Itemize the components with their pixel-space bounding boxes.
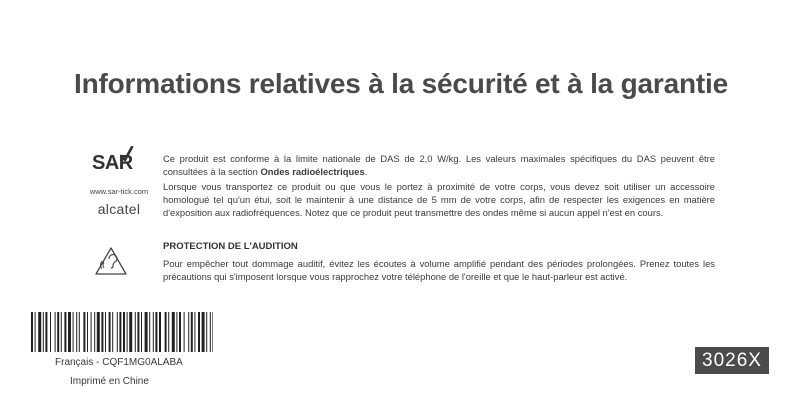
sar-tick-logo — [84, 146, 154, 220]
hearing-paragraph: Pour empêcher tout dommage auditif, évitez les écoutes à volume amplifié pendant des périodes prolongées. Prenez toutes les précautions qui s'imposent lorsque vous rapprochez votre téléphone de l'oreille et que le haut-parleur est activé. — [163, 258, 715, 283]
sar-paragraph-1-text: Ce produit est conforme à la limite nationale de DAS de 2,0 W/kg. Les valeurs maximales spécifiques du DAS peuvent être consultées à la section — [163, 153, 715, 178]
barcode-bar — [127, 312, 128, 352]
hearing-warning-icon — [94, 246, 128, 276]
barcode-bar — [61, 312, 62, 352]
barcode-bar — [38, 312, 41, 352]
barcode-bar — [76, 312, 77, 352]
barcode-bar — [94, 312, 95, 352]
hearing-heading: PROTECTION DE L'AUDITION — [163, 241, 298, 252]
sar-check-icon — [120, 146, 134, 168]
barcode-bar — [117, 312, 118, 352]
barcode-bar — [112, 312, 113, 352]
language-code: Français - CQF1MG0ALABA — [55, 357, 183, 368]
barcode-bar — [184, 312, 185, 352]
page-title: Informations relatives à la sécurité et à la garantie — [74, 68, 728, 99]
sar-paragraph-1 — [163, 152, 715, 178]
barcode-bar — [73, 312, 74, 352]
barcode-bar — [68, 312, 71, 352]
barcode-bar — [43, 312, 44, 352]
alcatel-logo: alcatel — [97, 201, 141, 217]
barcode-bar — [188, 312, 189, 352]
barcode-bar — [165, 312, 167, 352]
barcode-bar — [176, 312, 177, 352]
barcode-bar — [191, 312, 193, 352]
barcode-bar — [97, 312, 100, 352]
barcode-bar — [83, 312, 85, 352]
barcode-bar — [55, 312, 56, 352]
barcode-bar — [35, 312, 36, 352]
barcode-bar — [135, 312, 136, 352]
barcode-bar — [101, 312, 103, 352]
barcode-bar — [145, 312, 148, 352]
barcode-bar — [141, 312, 142, 352]
barcode-bar — [159, 312, 161, 352]
sar-paragraph-1-end: . — [364, 166, 368, 178]
barcode-bar — [179, 312, 181, 352]
sar-paragraph-2: Lorsque vous transportez ce produit ou que vous le portez à proximité de votre corps, vous devez soit utiliser un accessoire homologué tel qu'un étui, soit le maintenir à une distance de 5 mm de votre corps, afin de respecter les exigences en matière d'exposition aux radiofréquences. Notez que ce produit peut transmettre des ondes même si aucun appel n'est en cours. — [163, 181, 715, 219]
barcode-bar — [210, 312, 211, 352]
barcode-bar — [206, 312, 207, 352]
section-link-text: Ondes radioélectriques — [260, 166, 365, 178]
barcode-bar — [91, 312, 92, 352]
barcode-bar — [123, 312, 125, 352]
barcode-bar — [57, 312, 59, 352]
barcode-bar — [202, 312, 205, 352]
barcode-bar — [194, 312, 195, 352]
barcode-bar — [64, 312, 66, 352]
barcode-bar — [119, 312, 121, 352]
barcode-bar — [149, 312, 150, 352]
barcode-bar — [153, 312, 154, 352]
model-number-badge: 3026X — [695, 347, 769, 374]
barcode-bar — [168, 312, 169, 352]
barcode-bar — [212, 312, 213, 352]
barcode-bar — [129, 312, 132, 352]
barcode-bar — [31, 312, 33, 352]
barcode-bar — [50, 312, 51, 352]
sar-label: SAR — [92, 152, 133, 174]
barcode-bar — [87, 312, 88, 352]
barcode — [31, 312, 213, 352]
barcode-bar — [109, 312, 111, 352]
barcode-bar — [45, 312, 47, 352]
barcode-bar — [198, 312, 200, 352]
barcode-bar — [105, 312, 106, 352]
barcode-bar — [79, 312, 80, 352]
barcode-bar — [172, 312, 175, 352]
barcode-bar — [155, 312, 157, 352]
printed-in: Imprimé en Chine — [70, 376, 149, 387]
barcode-bar — [137, 312, 139, 352]
sar-url: www.sar-tick.com — [89, 187, 149, 196]
